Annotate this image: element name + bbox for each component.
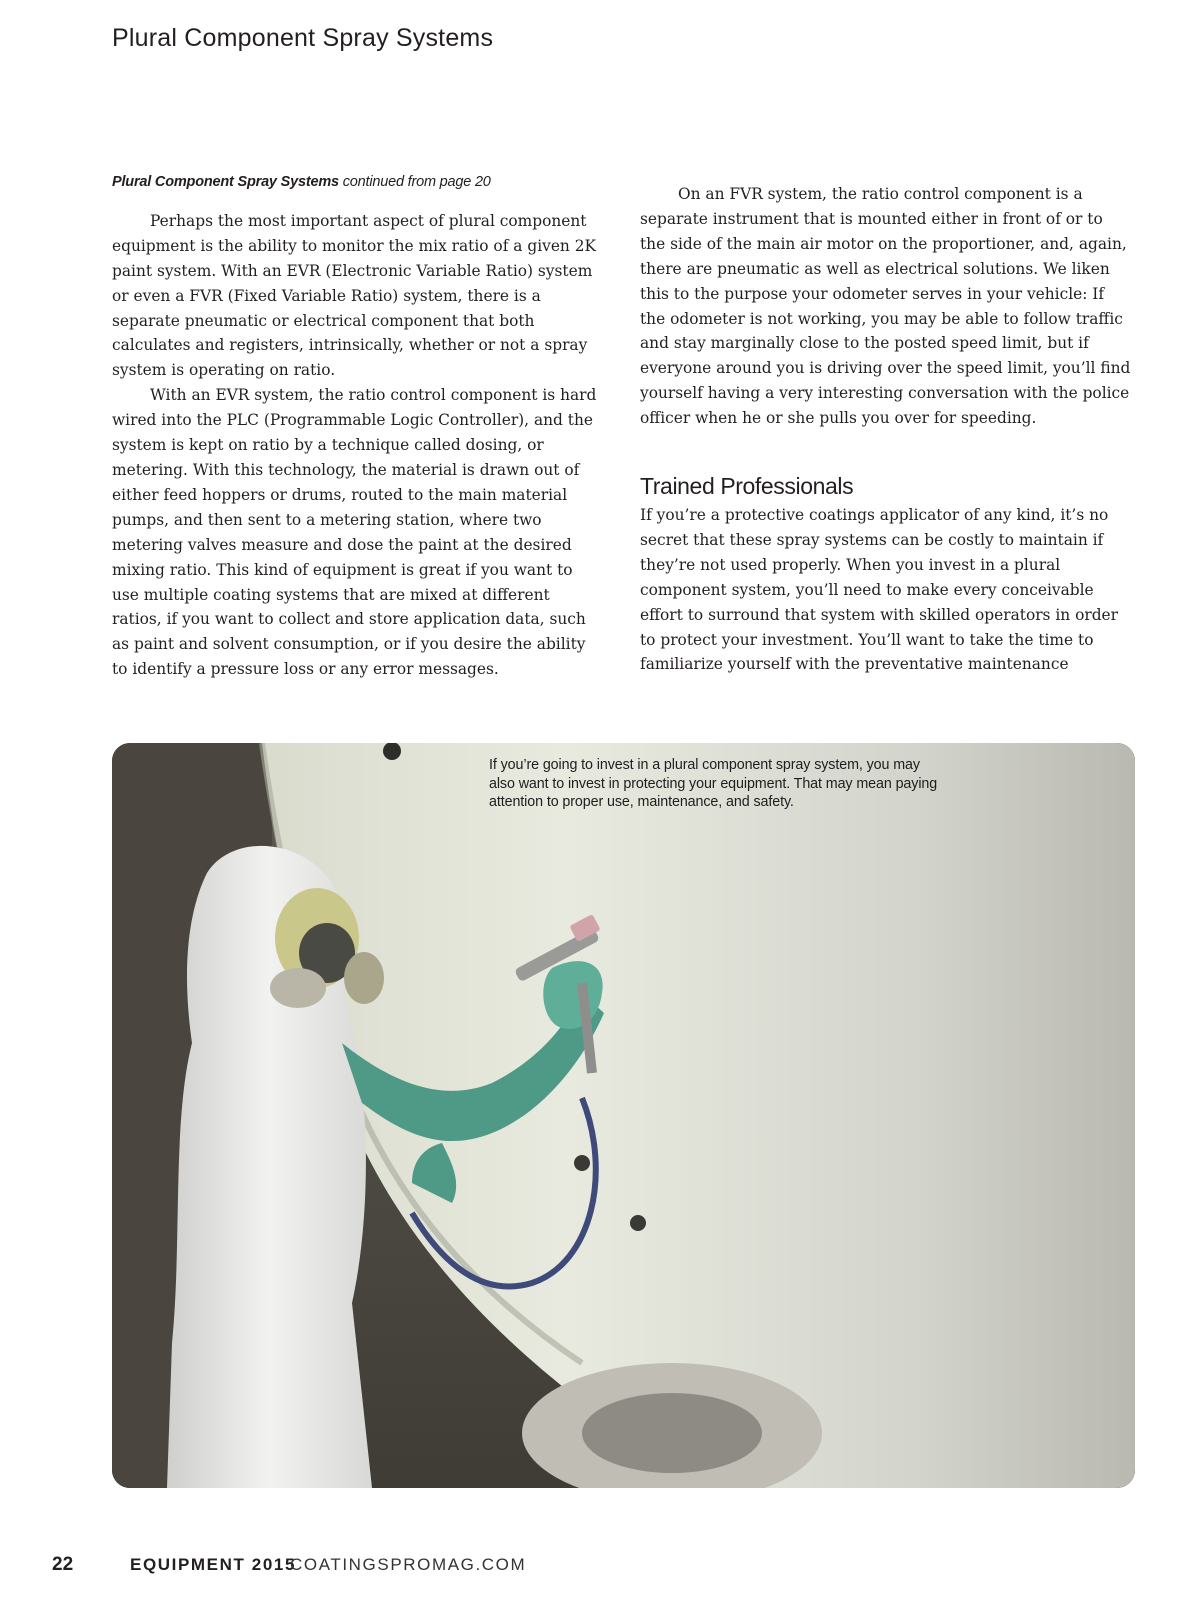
spray-painter-photo xyxy=(112,743,1135,1488)
photo-caption: If you’re going to invest in a plural component spray system, you may also want to invest in protecting your equipment. That may mean paying attention to proper use, maintenance, and safety. xyxy=(489,757,938,810)
continued-note: continued from page 20 xyxy=(342,174,491,190)
continued-title: Plural Component Spray Systems xyxy=(112,174,339,190)
body-paragraph: If you’re a protective coatings applicator of any kind, it’s no secret that these spray systems can be costly to maintain if they’re not used properly. When you invest in a plural component system, you’ll need to make every conceivable effort to surround that system with skilled operators in order to protect your investment. You’ll want to take the time to familiarize yourself with the preventative maintenance xyxy=(640,505,1119,674)
running-head: Plural Component Spray Systems xyxy=(112,24,494,52)
right-column xyxy=(640,182,1132,677)
page-footer xyxy=(0,1554,1200,1578)
publication-issue: EQUIPMENT 2015 xyxy=(130,1555,297,1574)
body-paragraph: Perhaps the most important aspect of plural component equipment is the ability to monitor the mix ratio of a given 2K paint system. With an EVR (Electronic Variable Ratio) system or even a FVR (Fixed Variable Ratio) system, there is a separate pneumatic or electrical component that both calculates and registers, intrinsically, whether or not a spray system is operating on ratio. xyxy=(112,211,597,380)
left-column xyxy=(112,170,598,682)
body-paragraph: With an EVR system, the ratio control component is hard wired into the PLC (Programmable Logic Controller), and the system is kept on ratio by a technique called dosing, or metering. With this technology, the material is drawn out of either feed hoppers or drums, routed to the main material pumps, and then sent to a metering station, where two metering valves measure and dose the paint at the desired mixing ratio. This kind of equipment is great if you want to use multiple coating systems that are mixed at different ratios, if you want to collect and store application data, such as paint and solvent consumption, or if you desire the ability to identify a pressure loss or any error messages. xyxy=(112,386,597,679)
continued-line xyxy=(112,170,598,195)
page-number: 22 xyxy=(52,1554,74,1575)
website-link[interactable]: COATINGSPROMAG.COM xyxy=(290,1555,527,1574)
section-heading: Trained Professionals xyxy=(640,473,854,500)
body-paragraph: On an FVR system, the ratio control component is a separate instrument that is mounted either in front of or to the side of the main air motor on the proportioner, and, again, there are pneumatic as well as electrical solutions. We liken this to the purpose your odometer serves in your vehicle: If the odometer is not working, you may be able to follow traffic and stay marginally close to the posted speed limit, but if everyone around you is driving over the speed limit, you’ll find yourself having a very interesting conversation with the police officer when he or she pulls you over for speeding. xyxy=(640,185,1131,428)
